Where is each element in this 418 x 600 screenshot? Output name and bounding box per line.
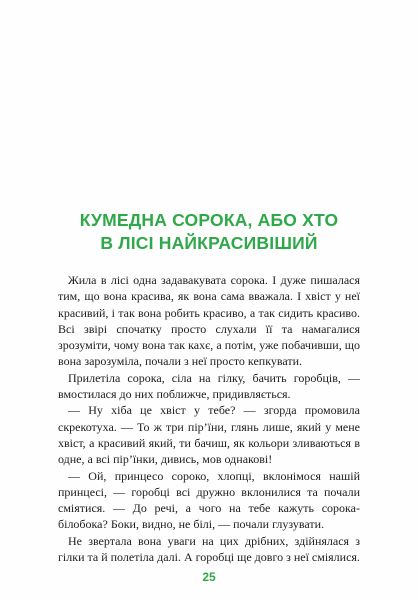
paragraph: Жила в лісі одна задавакувата сорока. І дуже пишалася тим, що вона красива, як вона сама вважала. І хвіст у неї красивий, і так вона робить красиво, а так сидить красиво. Всі звірі спочатку просто слухали її та намагалися зрозуміти, чому вона так кахє, а потім, уже побачивши, що вона зарозуміла, почали з неї просто кепкувати. [58, 273, 360, 369]
story-text [58, 272, 360, 565]
page-number: 25 [202, 570, 216, 584]
chapter-title-line-2: В ЛІСІ НАЙКРАСИВІШИЙ [100, 233, 318, 253]
paragraph: — Ой, принцесо сороко, хлопці, вклонімося нашій принцесі, — горобці всі дружно вклонилися та почали сміятися. — До речі, а чого на тебе кажуть сорока-білобока? Боки, видно, не білі, — почали глузувати. [58, 468, 360, 532]
paragraph: Прилетіла сорока, сіла на гілку, бачить горобців, — вмостилася до них поближче, придивляється. [58, 370, 360, 402]
chapter-title [40, 209, 378, 255]
chapter-title-line-1: КУМЕДНА СОРОКА, АБО ХТО [79, 210, 339, 230]
paragraph: Не звертала вона уваги на цих дрібних, здійнялася з гілки та й полетіла далі. А горобці ще довго з неї сміялися. [58, 533, 360, 565]
paragraph: — Ну хіба це хвіст у тебе? — згорда промовила скрекотуха. — То ж три пір’їни, глянь лише, який у мене хвіст, а красивий який, ти бачиш, як кольори зливаються в одне, а всі пір’їнки, дивись, мов однакові! [58, 403, 360, 467]
